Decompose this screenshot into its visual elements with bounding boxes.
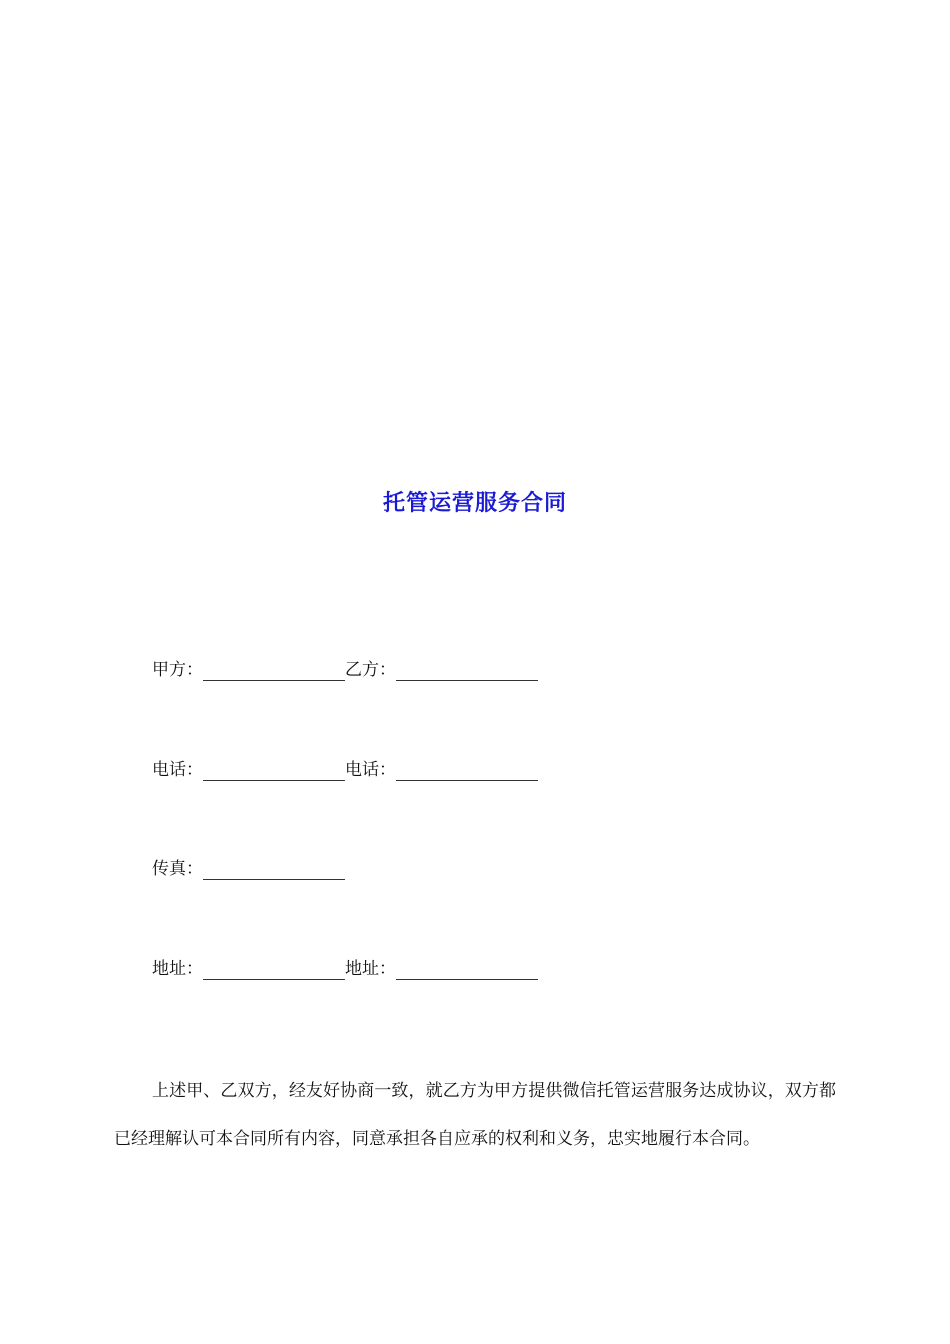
fax-label: 传真： xyxy=(152,859,203,879)
phone-b-blank xyxy=(396,760,538,781)
fax-blank xyxy=(203,859,345,880)
party-b-label: 乙方： xyxy=(345,660,396,680)
phone-a-blank xyxy=(203,760,345,781)
address-b-label: 地址： xyxy=(345,959,396,979)
fax-field xyxy=(152,855,345,883)
document-title: 托管运营服务合同 xyxy=(382,490,567,516)
address-a-label: 地址： xyxy=(152,959,203,979)
address-a-blank xyxy=(203,959,345,980)
fax-row xyxy=(152,855,345,883)
party-a-label: 甲方： xyxy=(152,660,203,680)
address-b-blank xyxy=(396,959,538,980)
phone-a-field xyxy=(152,756,345,784)
party-b-blank xyxy=(396,660,538,681)
party-a-blank xyxy=(203,660,345,681)
party-row xyxy=(152,656,538,684)
intro-paragraph: 上述甲、乙双方，经友好协商一致，就乙方为甲方提供微信托管运营服务达成协议，双方都已经理解认可本合同所有内容，同意承担各自应承的权利和义务，忠实地履行本合同。 xyxy=(114,1081,836,1149)
address-a-field xyxy=(152,955,345,983)
address-b-field xyxy=(345,955,538,983)
phone-b-label: 电话： xyxy=(345,760,396,780)
phone-a-label: 电话： xyxy=(152,760,203,780)
address-row xyxy=(152,955,538,983)
party-a-field xyxy=(152,656,345,684)
phone-b-field xyxy=(345,756,538,784)
party-b-field xyxy=(345,656,538,684)
phone-row xyxy=(152,756,538,784)
